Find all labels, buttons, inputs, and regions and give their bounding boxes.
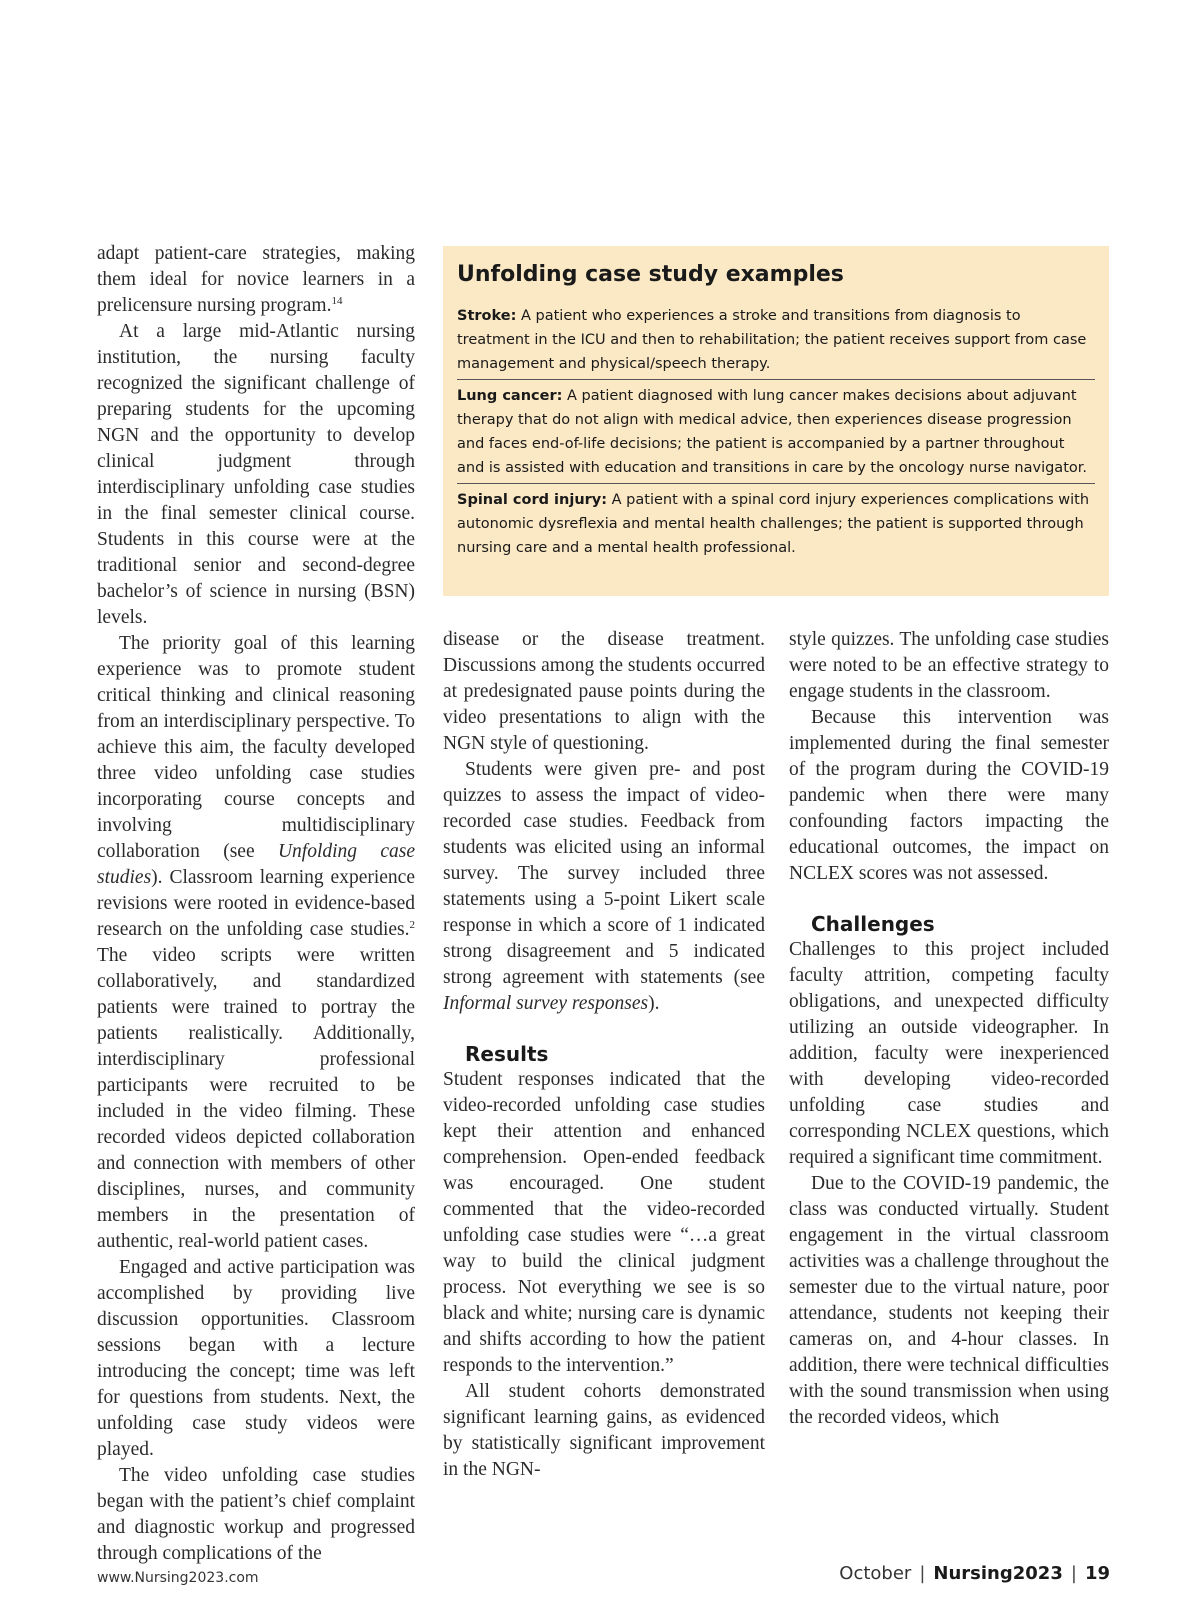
sidebar-entry-stroke: Stroke: A patient who experiences a stroke and transitions from diagnosis to treatment in the ICU and then to rehabilitation; the patient receives support from case management and physical/speech therapy. <box>457 304 1095 380</box>
section-heading-challenges: Challenges <box>811 912 935 936</box>
citation-ref: 14 <box>331 295 343 307</box>
paragraph: style quizzes. The unfolding case studies were noted to be an effective strategy to engage students in the classroom. <box>789 629 1109 702</box>
column-2 <box>443 627 765 1483</box>
paragraph: Student responses indicated that the video-recorded unfolding case studies kept their attention and enhanced comprehension. Open-ended feedback was encouraged. One student commented that the video-recorded unfolding case studies were “…a great way to build the clinical judgment process. Not everything we see is so black and white; nursing care is dynamic and shifts according to how the patient responds to the intervention.” <box>443 1069 765 1376</box>
sidebar-entry-lung-cancer: Lung cancer: A patient diagnosed with lung cancer makes decisions about adjuvant therapy that do not align with medical advice, then experiences disease progression and faces end-of-life decisions; the patient is accompanied by a partner throughout and is assisted with education and transitions in care by the oncology nurse navigator. <box>457 384 1095 484</box>
sidebar-title: Unfolding case study examples <box>457 262 844 287</box>
paragraph: disease or the disease treatment. Discussions among the students occurred at predesignated pause points during the video presentations to align with the NGN style of questioning. <box>443 629 765 754</box>
section-heading-results: Results <box>465 1042 549 1066</box>
paragraph: The video unfolding case studies began with the patient’s chief complaint and diagnostic workup and progressed through complications of the <box>97 1465 415 1564</box>
sidebar-entry-spinal-cord-injury: Spinal cord injury: A patient with a spinal cord injury experiences complications with autonomic dysreflexia and mental health challenges; the patient is supported through nursing care and a mental health professional. <box>457 492 1090 556</box>
column-3 <box>789 627 1109 1431</box>
footer-website: www.Nursing2023.com <box>97 1570 259 1586</box>
paragraph: All student cohorts demonstrated significant learning gains, as evidenced by statistically significant improvement in the NGN- <box>443 1381 765 1480</box>
sidebar-reference: Unfolding case studies <box>97 841 415 888</box>
case-study-sidebar <box>443 246 1109 596</box>
footer-month: October <box>839 1563 912 1584</box>
paragraph: At a large mid-Atlantic nursing institution, the nursing faculty recognized the significant challenge of preparing students for the upcoming NGN and the opportunity to develop clinical judgment through interdisciplinary unfolding case studies in the final semester clinical course. Students in this course were at the traditional senior and second-degree bachelor’s of science in nursing (BSN) levels. <box>97 321 415 628</box>
page-number: 19 <box>1084 1563 1110 1584</box>
paragraph: Due to the COVID-19 pandemic, the class was conducted virtually. Student engagement in the virtual classroom activities was a challenge throughout the semester due to the virtual nature, poor attendance, students not keeping their cameras on, and 4-hour classes. In addition, there were technical difficulties with the sound transmission when using the recorded videos, which <box>789 1173 1109 1428</box>
paragraph: Challenges to this project included faculty attrition, competing faculty obligations, and unexpected difficulty utilizing an outside videographer. In addition, faculty were inexperienced with developing video-recorded unfolding case studies and corresponding NCLEX questions, which required a significant time commitment. <box>789 939 1109 1168</box>
paragraph: The priority goal of this learning experience was to promote student critical thinking and clinical reasoning from an interdisciplinary perspective. To achieve this aim, the faculty developed three video unfolding case studies incorporating course concepts and involving multidisciplinary collaboration (see Unfolding case studies). Classroom learning experience revisions were rooted in evidence-based research on the unfolding case studies.$^2$ The video scripts were written collaboratively, and standardized patients were trained to portray the patients realistically. Additionally, interdisciplinary professional participants were recruited to be included in the video filming. These recorded videos depicted collaboration and connection with members of other disciplines, nurses, and community members in the presentation of authentic, real-world patient cases. <box>97 633 415 1252</box>
paragraph: adapt patient-care strategies, making them ideal for novice learners in a prelicensure nursing program.$^{14}$ <box>97 243 415 316</box>
paragraph: Because this intervention was implemented during the final semester of the program during the COVID-19 pandemic when there were many confounding factors impacting the educational outcomes, the impact on NCLEX scores was not assessed. <box>789 707 1109 884</box>
sidebar-reference: Informal survey responses <box>443 993 649 1014</box>
paragraph: Engaged and active participation was accomplished by providing live discussion opportunities. Classroom sessions began with a lecture introducing the concept; time was left for questions from students. Next, the unfolding case study videos were played. <box>97 1257 415 1460</box>
citation-ref: 2 <box>409 919 415 931</box>
footer-magazine: Nursing2023 <box>933 1563 1063 1584</box>
footer-folio: October | Nursing2023 | 19 <box>839 1563 1110 1584</box>
paragraph: Students were given pre- and post quizzes to assess the impact of video-recorded case studies. Feedback from students was elicited using an informal survey. The survey included three statements using a 5-point Likert scale response in which a score of 1 indicated strong disagreement and 5 indicated strong agreement with statements (see Informal survey responses). <box>443 759 765 1014</box>
column-1 <box>97 241 415 1567</box>
